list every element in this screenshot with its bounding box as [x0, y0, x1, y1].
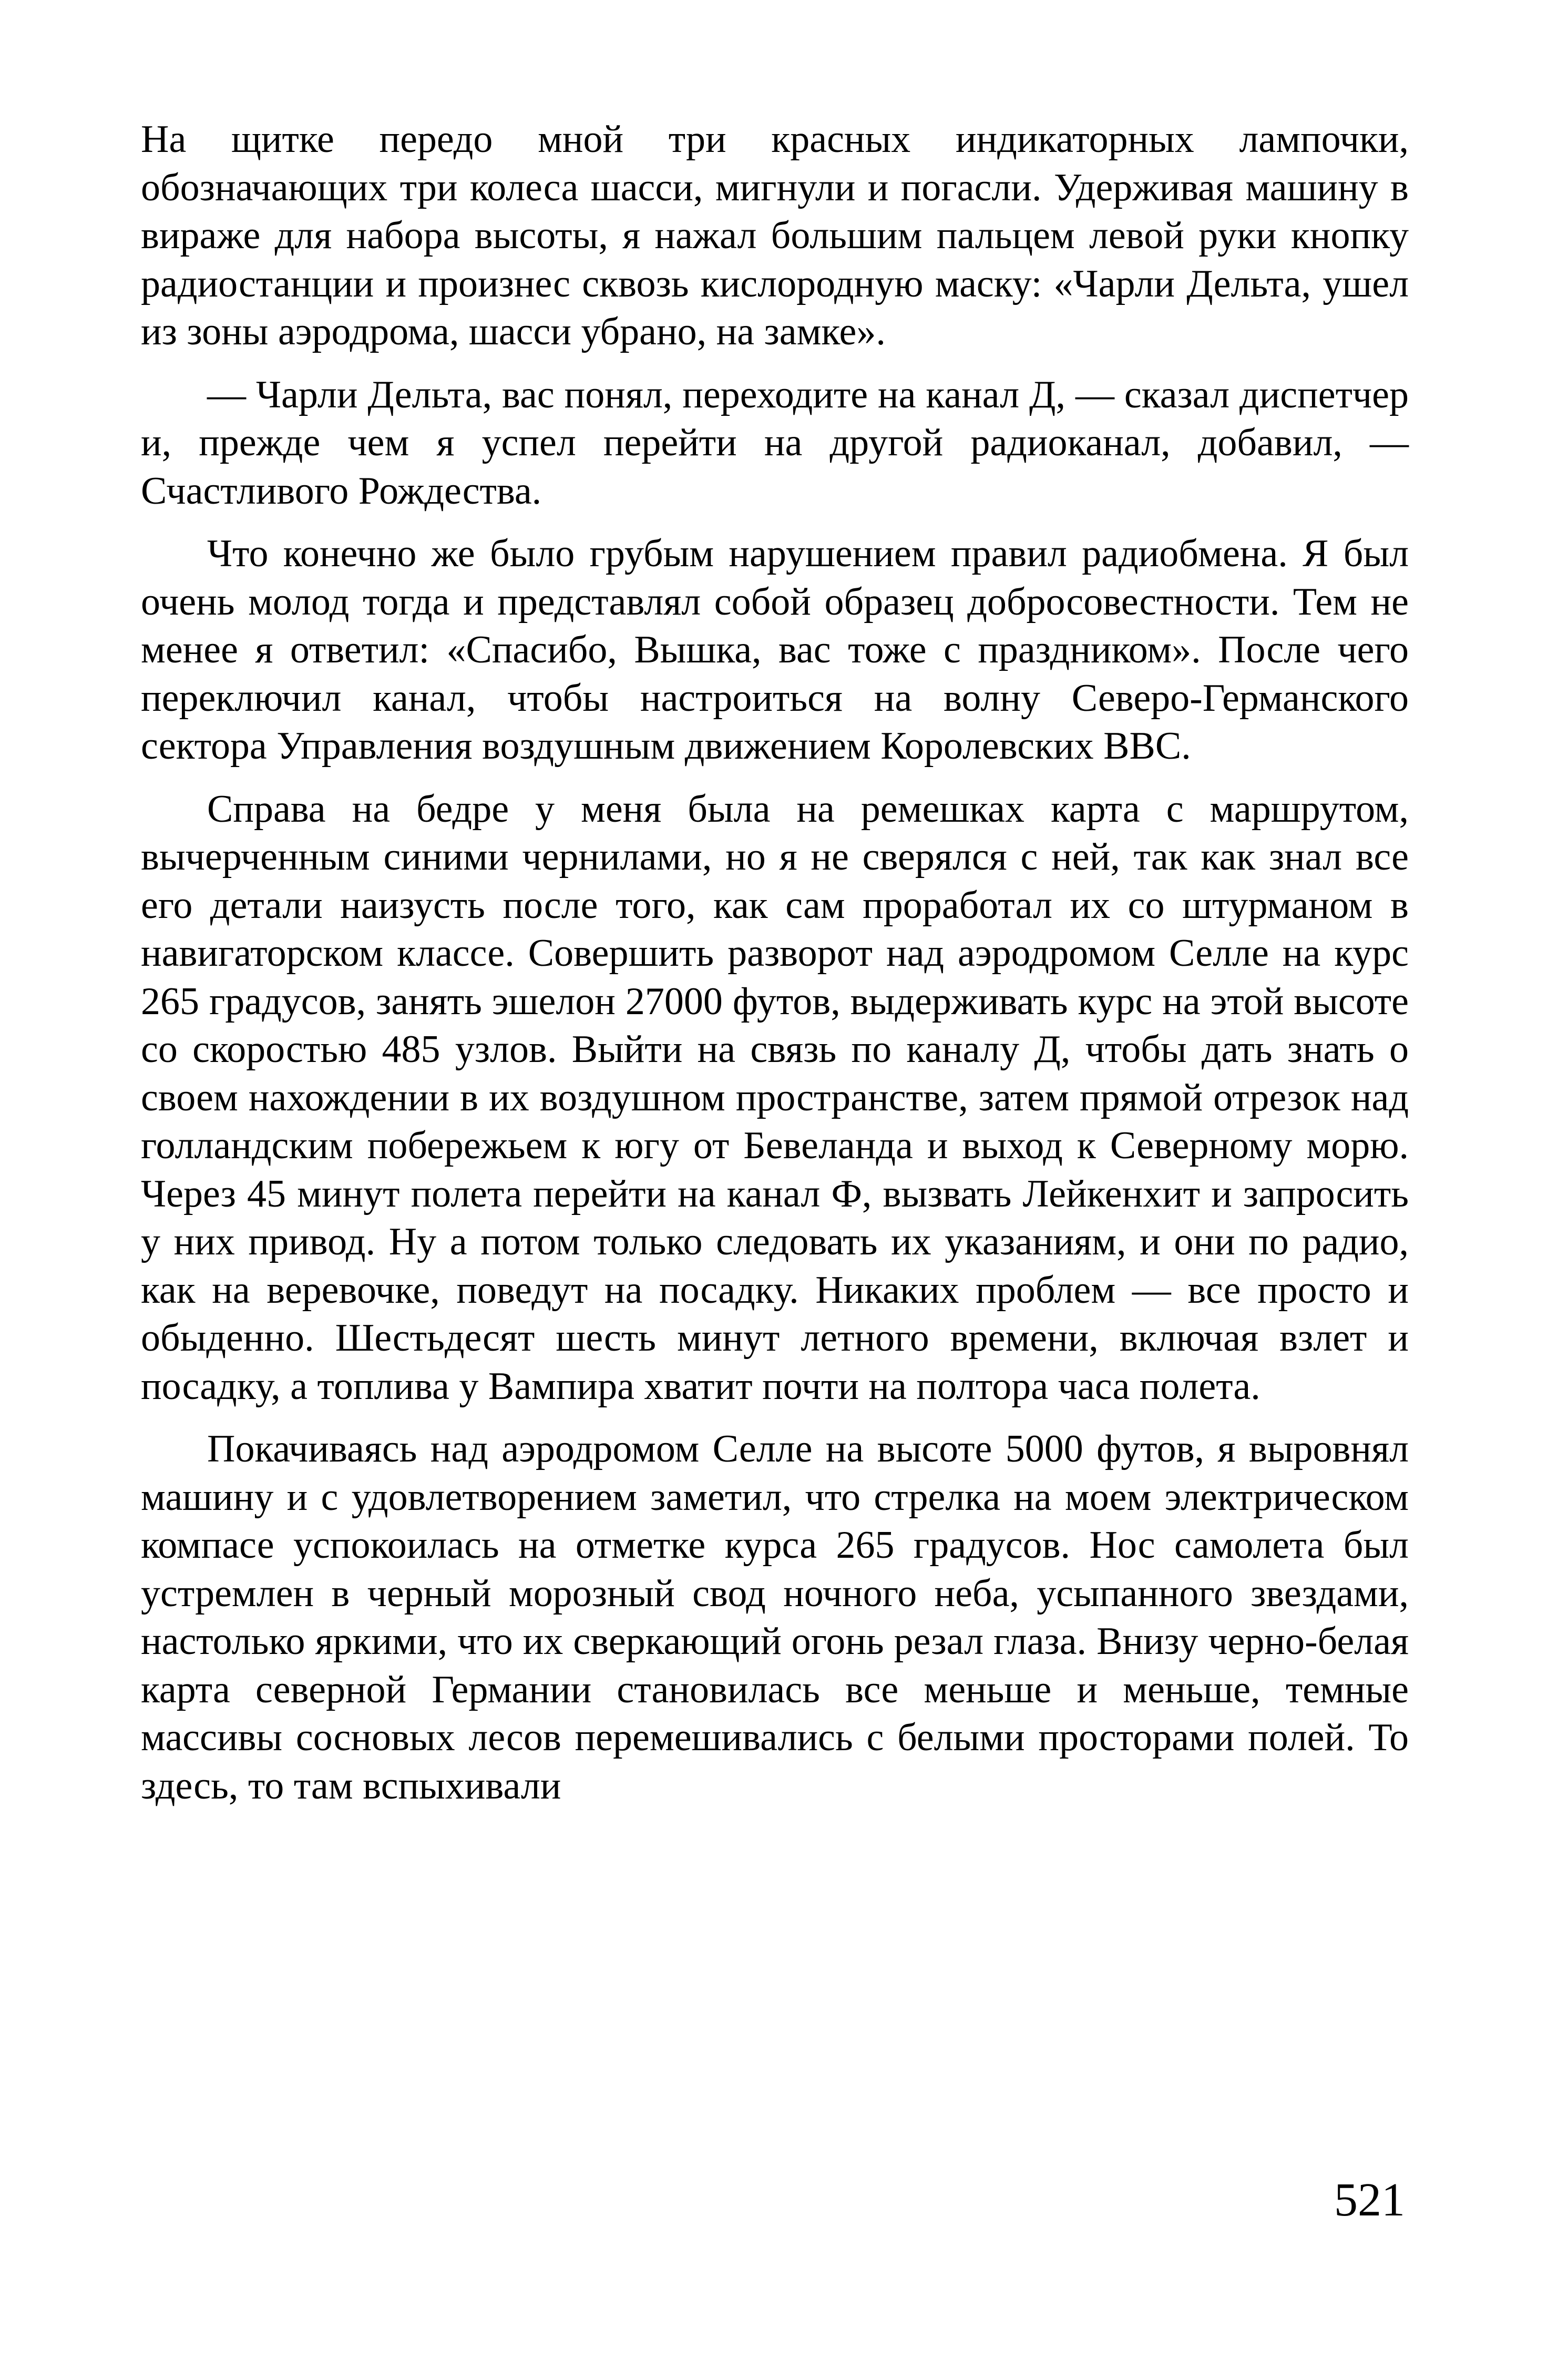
paragraph-1: На щитке передо мной три красных индикаторных лампочки, обозначающих три колеса шасси, мигнули и погасли. Удерживая машину в вираже для набора высоты, я нажал большим пальцем левой руки кнопку радиостанции и произнес сквозь кислородную маску: «Чарли Дельта, ушел из зоны аэродрома, шасси убрано, на замке».	[141, 118, 1409, 353]
paragraph-5: Покачиваясь над аэродромом Селле на высоте 5000 футов, я выровнял машину и с удовлетворением заметил, что стрелка на моем электрическом компасе успокоилась на отметке курса 265 градусов. Нос самолета был устремлен в черный морозный свод ночного неба, усыпанного звездами, настолько яркими, что их сверкающий огонь резал глаза. Внизу черно-белая карта северной Германии становилась все меньше и меньше, темные массивы сосновых лесов перемешивались с белыми просторами полей. То здесь, то там вспыхивали	[141, 1427, 1409, 1807]
page-text	[141, 116, 1409, 1810]
paragraph-2: — Чарли Дельта, вас понял, переходите на канал Д, — сказал диспетчер и, прежде чем я успел перейти на другой радиоканал, добавил, — Счастливого Рождества.	[141, 373, 1409, 513]
page-number: 521	[1334, 2174, 1405, 2226]
paragraph-4: Справа на бедре у меня была на ремешках карта с маршрутом, вычерченным синими чернилами, но я не сверялся с ней, так как знал все его детали наизусть после того, как сам проработал их со штурманом в навигаторском классе. Совершить разворот над аэродромом Селле на курс 265 градусов, занять эшелон 27000 футов, выдерживать курс на этой высоте со скоростью 485 узлов. Выйти на связь по каналу Д, чтобы дать знать о своем нахождении в их воздушном пространстве, затем прямой отрезок над голландским побережьем к югу от Бевеланда и выход к Северному морю. Через 45 минут полета перейти на канал Ф, вызвать Лейкенхит и запросить у них привод. Ну а потом только следовать их указаниям, и они по радио, как на веревочке, поведут на посадку. Никаких проблем — все просто и обыденно. Шестьдесят шесть минут летного времени, включая взлет и посадку, а топлива у Вампира хватит почти на полтора часа полета.	[141, 787, 1409, 1408]
paragraph-3: Что конечно же было грубым нарушением правил радиобмена. Я был очень молод тогда и представлял собой образец добросовестности. Тем не менее я ответил: «Спасибо, Вышка, вас тоже с праздником». После чего переключил канал, чтобы настроиться на волну Северо-Германского сектора Управления воздушным движением Королевских ВВС.	[141, 532, 1409, 768]
